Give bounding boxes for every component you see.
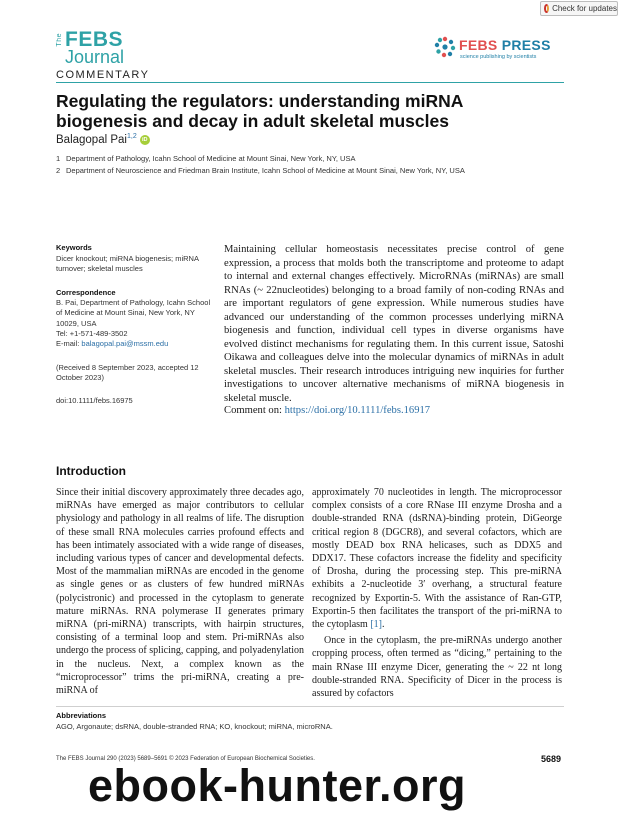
- affiliation-number: 2: [56, 166, 61, 175]
- introduction-heading: Introduction: [56, 464, 126, 478]
- correspondence-email-line: [56, 339, 216, 349]
- affiliation-text: Department of Pathology, Icahn School of Medicine at Mount Sinai, New York, NY, USA: [66, 154, 356, 163]
- reference-link[interactable]: [1]: [370, 619, 382, 631]
- comment-on-label: Comment on:: [224, 405, 285, 416]
- correspondence-heading: Correspondence: [56, 288, 116, 297]
- abstract-text: Maintaining cellular homeostasis necessitates precise control of gene expression, a process that molds both the transcriptome and proteome to adapt to internal and external changes effectively. MicroRNAs (miRNAs) are small RNAs (~ 22nucleotides) belonging to a broad family of non-coding RNAs and are important regulators of gene expression. While numerous studies have advanced our understanding of the common processes underlying miRNA biogenesis and function, individual cell types in diverse organisms have evolved distinct mechanisms for regulating them. In this current issue, Satoshi Oikawa and colleagues delve into the molecular dynamics of miRNAs in adult skeletal muscles. Their research introduces intriguing new inquiries for further investigations to uncover alternative mechanisms of miRNA biogenesis in skeletal muscle.: [224, 244, 564, 404]
- body-paragraph: Since their initial discovery approximately three decades ago, miRNAs have emerged as major contributors to cellular physiology and pathology in all realms of life. The disruption of these small RNA molecules carries profound effects and has been intimately associated with a wide range of diseases, including various types of cancer and developmental defects. Most of the mammalian miRNAs are encoded in the genome as single genes or as clusters of few hundred miRNAs (polycistronic) and processed in the cytoplasm to generate mature miRNAs. RNA polymerase II generates primary miRNA (pri-miRNA) transcripts, with hairpin structures, consisting of a terminal loop and stem. Pri-miRNAs also undergo the process of splicing, capping, and polyadenylation in the nucleus. Next, a complex known as the “microprocessor” trims the pri-miRNA, creating a pre-miRNA of: [56, 487, 304, 697]
- abbreviations-heading: Abbreviations: [56, 711, 107, 720]
- body-paragraph: [312, 486, 562, 631]
- abbreviations-text: AGO, Argonaute; dsRNA, double-stranded RNA; KO, knockout; miRNA, microRNA.: [56, 722, 333, 731]
- orcid-icon[interactable]: iD: [140, 135, 150, 145]
- correspondence-address: B. Pai, Department of Pathology, Icahn School of Medicine at Mount Sinai, New York, NY 10029, USA: [56, 298, 211, 328]
- body-paragraph-text: approximately 70 nucleotides in length. The microprocessor complex consists of a core RNase III enzyme Drosha and a double-stranded RNA (dsRNA)-binding protein, DiGeorge critical region 8 (DGCR8), and several cofactors, which are mostly DEAD box RNA helicases, such as DDX5 and DDX17. These cofactors increase the fidelity and specificity of Drosha, during the processing step. This pre-miRNA exhibits a 2-nucleotide 3′ overhang, a structural feature recognized by Exportin-5. With the assistance of Ran-GTP, Exportin-5 then facilitates the transport of the pri-miRNA to the cytoplasm: [312, 487, 562, 631]
- article-title: Regulating the regulators: understanding miRNA biogenesis and decay in adult skeletal muscles: [56, 91, 463, 131]
- febs-press-logo: [434, 36, 564, 66]
- crossmark-icon: [544, 4, 549, 13]
- febs-press-dots-icon: [434, 36, 456, 58]
- check-for-updates-button[interactable]: [540, 1, 618, 16]
- affiliation-2: [56, 166, 465, 175]
- febs-press-tagline: science publishing by scientists: [460, 54, 537, 60]
- journal-logo-the: The: [56, 33, 63, 47]
- section-label: COMMENTARY: [56, 69, 150, 81]
- keywords-heading: Keywords: [56, 243, 92, 252]
- email-label: E-mail:: [56, 339, 82, 349]
- journal-logo-febs: FEBS: [65, 28, 124, 51]
- email-link[interactable]: balagopal.pai@mssm.edu: [81, 339, 169, 349]
- comment-on-line: [224, 405, 430, 416]
- abbreviations-divider: [56, 706, 564, 707]
- febs-press-name-press: PRESS: [501, 37, 551, 53]
- body-paragraph: Once in the cytoplasm, the pre-miRNAs undergo another cropping process, often termed as “dicing,” pertaining to the main RNase III enzyme Dicer, generating the ~ 22 nt long double-stranded RNA. Specificity of Dicer in the process is assured by cofactors: [312, 635, 562, 700]
- received-accepted-dates: (Received 8 September 2023, accepted 12 October 2023): [56, 363, 199, 383]
- comment-on-link[interactable]: https://doi.org/10.1111/febs.16917: [284, 405, 431, 416]
- author-affiliation-marks[interactable]: 1,2: [126, 133, 137, 140]
- affiliation-number: 1: [56, 154, 61, 163]
- footer-citation: The FEBS Journal 290 (2023) 5689–5691 © 2023 Federation of European Biochemical Societies.: [56, 756, 315, 762]
- febs-press-name: [459, 37, 551, 53]
- affiliation-text: Department of Neuroscience and Friedman Brain Institute, Icahn School of Medicine at Mount Sinai, New York, NY, USA: [66, 166, 465, 175]
- author-line: [56, 133, 150, 146]
- check-for-updates-label: Check for updates: [552, 4, 617, 13]
- correspondence-block: [56, 298, 216, 349]
- body-column-right: [312, 486, 562, 700]
- affiliation-1: [56, 154, 355, 163]
- keywords-text: Dicer knockout; miRNA biogenesis; miRNA turnover; skeletal muscles: [56, 254, 199, 274]
- watermark-text: ebook-hunter.org: [88, 760, 466, 811]
- body-column-left: [56, 486, 304, 697]
- journal-logo-journal: Journal: [65, 47, 125, 67]
- body-paragraph-end: .: [382, 619, 385, 631]
- correspondence-tel: Tel: +1-571-489-3502: [56, 328, 128, 338]
- author-name: Balagopal Pai: [56, 133, 127, 146]
- journal-logo: [56, 30, 136, 70]
- doi-text: doi:10.1111/febs.16975: [56, 396, 133, 405]
- header-divider: [56, 82, 564, 83]
- febs-press-name-main: FEBS: [459, 37, 498, 53]
- page-number: 5689: [541, 754, 562, 764]
